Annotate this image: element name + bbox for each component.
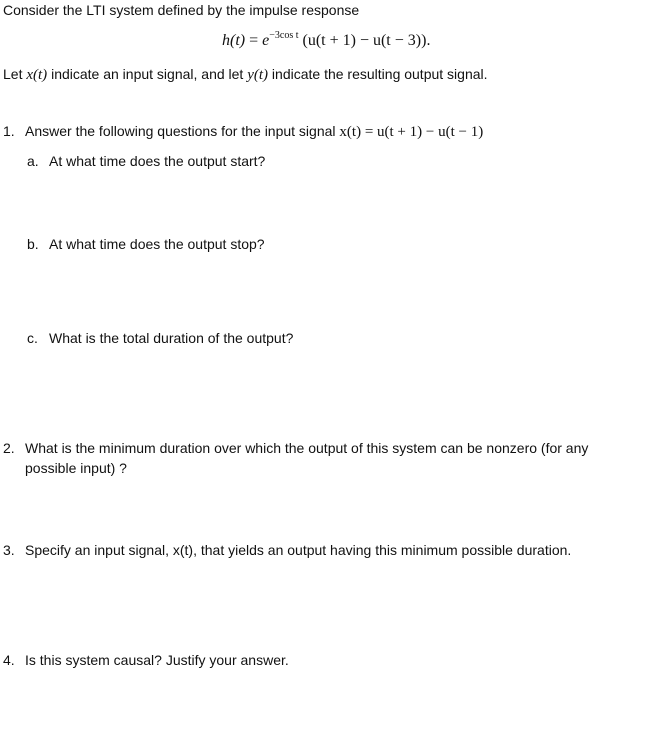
input-signal-symbol: x(t)	[26, 67, 48, 83]
question-4	[3, 652, 289, 668]
question-1a-text: At what time does the output start?	[49, 153, 266, 169]
question-1b	[27, 236, 265, 252]
question-2	[3, 440, 588, 456]
question-2-line-1: What is the minimum duration over which the output of this system can be nonzero (for any	[25, 440, 589, 456]
output-signal-symbol: y(t)	[247, 67, 269, 83]
let-text-3: indicate the resulting output signal.	[268, 66, 488, 82]
equation-exponent: −3cos t	[269, 30, 299, 41]
equation-equals: =	[245, 32, 263, 49]
question-1b-letter: b.	[27, 236, 39, 252]
question-1c-letter: c.	[27, 330, 38, 346]
let-line	[3, 66, 488, 84]
question-3-number: 3.	[3, 542, 15, 558]
question-1-number: 1.	[3, 123, 15, 139]
question-1b-text: At what time does the output stop?	[49, 236, 265, 252]
impulse-response-equation	[222, 32, 430, 50]
intro-text: Consider the LTI system defined by the impulse response	[3, 2, 360, 18]
let-text-1: Let	[3, 66, 27, 82]
question-1-signal: x(t) = u(t + 1) − u(t − 1)	[339, 124, 484, 140]
question-1-text: Answer the following questions for the input signal	[25, 123, 340, 139]
question-3-text: Specify an input signal, x(t), that yields an output having this minimum possible duration.	[25, 542, 572, 558]
let-text-2: indicate an input signal, and let	[47, 66, 248, 82]
question-4-number: 4.	[3, 652, 15, 668]
question-1	[3, 123, 483, 141]
question-1c-text: What is the total duration of the output?	[49, 330, 294, 346]
question-1a	[27, 153, 265, 169]
question-3	[3, 542, 571, 558]
equation-period: .	[426, 32, 431, 49]
equation-step-terms: (u(t + 1) − u(t − 3))	[302, 32, 427, 49]
question-2-line-2: possible input) ?	[25, 460, 127, 476]
question-4-text: Is this system causal? Justify your answer.	[25, 652, 289, 668]
question-2-number: 2.	[3, 440, 15, 456]
question-1c	[27, 330, 293, 346]
question-1a-letter: a.	[27, 153, 39, 169]
equation-lhs: h(t)	[222, 32, 246, 49]
equation-base: e	[262, 32, 270, 49]
